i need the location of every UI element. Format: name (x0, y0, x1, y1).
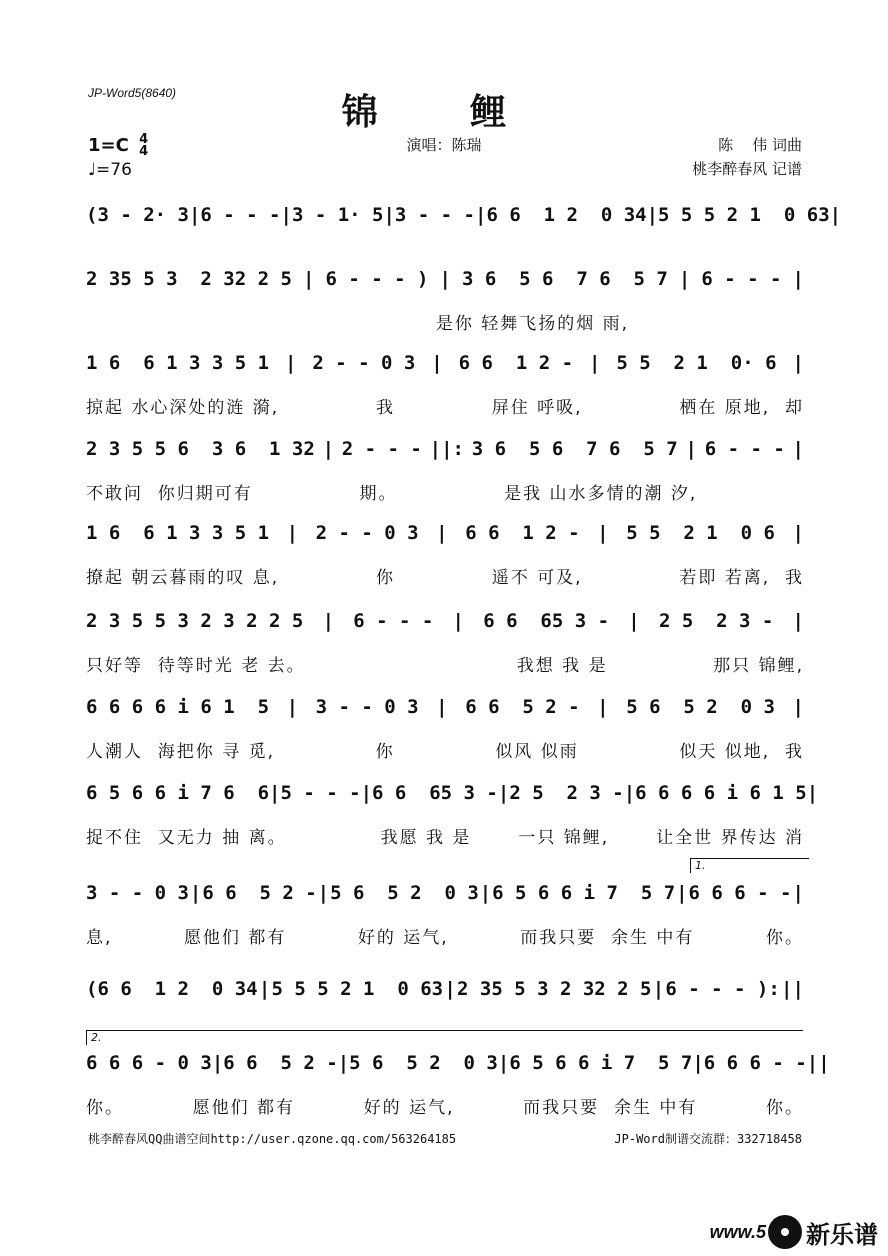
lyric-segment: 你 (376, 567, 395, 588)
lyric-segment: 我想 我 是 (516, 655, 608, 676)
barline: | (497, 782, 510, 804)
score-row (86, 776, 819, 848)
score-row (86, 690, 804, 760)
lyric-segment: 期。 (359, 483, 398, 504)
measure-notes: 6 - - - ) (325, 268, 429, 290)
lyric-segment: 掠起 水心深处的涟 漪, (86, 397, 280, 418)
measure-notes: 2 - - 0 3 (312, 352, 416, 374)
measure-notes: 3 6 5 6 7 6 5 7 (471, 438, 678, 460)
lyric-segment: 不敢问 你归期可有 (86, 483, 253, 504)
measure-notes: (3 - 2· 3 (86, 204, 189, 226)
lyric-segment: 是你 轻舞飞扬的烟 雨, (435, 313, 630, 334)
barline: | (685, 438, 697, 460)
notes-line (86, 690, 804, 724)
lyric-segment: 撩起 朝云暮雨的叹 息, (86, 567, 280, 588)
lyrics-line (86, 734, 804, 764)
song-title: 锦 鲤 (341, 91, 547, 133)
measure-notes: 5 6 5 2 0 3 (349, 1052, 498, 1074)
time-signature-bottom: 4 (139, 144, 149, 159)
lyric-segment: 只好等 待等时光 老 去。 (86, 655, 306, 676)
score-row (86, 604, 804, 674)
barline: | (646, 204, 659, 226)
lyric-segment: 你。 (86, 1097, 124, 1118)
measure-notes: 5 5 5 2 1 0 63 (271, 978, 444, 1000)
score-row (86, 262, 804, 332)
barline: | (588, 352, 601, 374)
lyric-segment: 息, (86, 927, 113, 948)
tempo-marking: ♩=76 (88, 160, 132, 180)
barline: | (597, 522, 609, 544)
lyric-segment: 我愿 我 是 (380, 827, 472, 848)
lyric-segment: 你。 (765, 927, 804, 948)
measure-notes: 6 - - - (701, 268, 782, 290)
measure-notes: 6 - - - ): (665, 978, 780, 1000)
barline: ||: (429, 438, 464, 460)
measure-notes: 2 5 2 3 - (658, 610, 774, 632)
barline: | (280, 204, 292, 226)
lyric-segment: 而我只要 余生 中有 (520, 927, 695, 948)
barline: | (792, 882, 804, 904)
time-signature-top: 4 (139, 132, 149, 147)
measure-notes: 6 6 6 - - (703, 1052, 807, 1074)
barline: | (792, 610, 804, 632)
measure-notes: (6 6 1 2 0 34 (86, 978, 258, 1000)
measure-notes: 6 6 6 6 i 6 1 5 (635, 782, 807, 804)
measure-notes: 2 - - - (341, 438, 422, 460)
notes-line (86, 262, 804, 296)
barline: | (188, 204, 201, 226)
barline: | (436, 522, 448, 544)
score-row (86, 346, 804, 416)
measure-notes: 6 6 1 2 - (458, 352, 574, 374)
notes-line (86, 432, 804, 466)
lyric-segment: 让全世 界传达 消 (656, 827, 804, 848)
composer-credit: 陈 伟 词曲 (718, 136, 802, 154)
measure-notes: 6 5 6 6 i 7 5 7 (509, 1052, 693, 1074)
measure-notes: 5 6 5 2 0 3 (330, 882, 479, 904)
measure-notes: 3 - - - (394, 204, 475, 226)
notes-line (86, 198, 842, 232)
notes-line (86, 776, 819, 810)
measure-notes: 2 35 5 3 2 32 2 5 (457, 978, 652, 1000)
lyric-segment: 若即 若离, 我 (679, 567, 804, 588)
logo-text: 新乐谱 (806, 1220, 878, 1249)
barline: || (806, 1052, 830, 1074)
measure-notes: 6 6 6 - 0 3 (86, 1052, 212, 1074)
measure-notes: 6 - - - (353, 610, 434, 632)
lyrics-line (86, 390, 804, 420)
barline: | (337, 1052, 350, 1074)
key-label: 1=C (88, 135, 129, 156)
transcriber-credit: 桃李醉春风 记谱 (692, 160, 802, 178)
lyric-segment: 那只 锦鲤, (713, 655, 804, 676)
measure-notes: 6 6 5 2 - (202, 882, 317, 904)
measure-notes: 6 6 1 2 0 34 (486, 204, 647, 226)
barline: | (444, 978, 456, 1000)
barline: | (322, 610, 335, 632)
footer-left-text: 桃李醉春风QQ曲谱空间http://user.qzone.qq.com/563264185 (88, 1132, 457, 1146)
barline: | (792, 352, 804, 374)
score-row (86, 198, 842, 268)
barline: | (678, 268, 691, 290)
measure-notes: 6 6 1 2 - (465, 522, 580, 544)
volta-second-ending: 2. (86, 1030, 803, 1045)
measure-notes: 6 6 65 3 - (372, 782, 498, 804)
measure-notes: 6 6 6 - - (688, 882, 792, 904)
measure-notes: 6 5 6 6 i 7 6 6 (86, 782, 270, 804)
barline: | (436, 696, 448, 718)
measure-notes: 2 35 5 3 2 32 2 5 (86, 268, 292, 290)
measure-notes: 5 5 2 1 0· 6 (616, 352, 777, 374)
lyrics-line (86, 306, 804, 336)
software-label: JP-Word5(8640) (88, 86, 177, 100)
score-row (86, 1046, 830, 1118)
measure-notes: 3 6 5 6 7 6 5 7 (461, 268, 668, 290)
measure-notes: 6 6 65 3 - (483, 610, 610, 632)
measure-notes: 3 - - 0 3 (315, 696, 419, 718)
barline: | (439, 268, 451, 290)
measure-notes: 2 - - 0 3 (315, 522, 419, 544)
measure-notes: 2 5 2 3 - (509, 782, 624, 804)
barline: | (211, 1052, 224, 1074)
measure-notes: 6 5 6 6 i 7 5 7 (492, 882, 676, 904)
time-signature (139, 134, 148, 158)
lyric-segment: 而我只要 余生 中有 (523, 1097, 698, 1118)
barline: | (383, 204, 395, 226)
lyric-segment: 遥不 可及, (491, 567, 583, 588)
barline: | (317, 882, 330, 904)
notes-line (86, 604, 804, 638)
lyric-segment: 人潮人 海把你 寻 觅, (86, 741, 276, 762)
measure-notes: 6 - - - (704, 438, 785, 460)
lyric-segment: 你。 (766, 1097, 804, 1118)
barline: | (497, 1052, 510, 1074)
lyric-segment: 愿他们 都有 (183, 927, 287, 948)
barline: | (189, 882, 202, 904)
barline: | (269, 782, 281, 804)
barline: | (676, 882, 688, 904)
measure-notes: 1 6 6 1 3 3 5 1 (86, 352, 270, 374)
lyrics-line (86, 560, 804, 590)
barline: | (692, 1052, 704, 1074)
barline: | (286, 522, 299, 544)
notes-line (86, 972, 804, 1006)
record-disc-icon (768, 1215, 802, 1249)
measure-notes: 2 3 5 5 3 2 3 2 2 5 (86, 610, 304, 632)
lyric-segment: 是我 山水多情的潮 汐, (504, 483, 698, 504)
lyrics-line (86, 920, 804, 950)
barline: | (360, 782, 373, 804)
barline: | (829, 204, 842, 226)
measure-notes: 3 - - 0 3 (86, 882, 189, 904)
measure-notes: 5 5 5 2 1 0 63 (658, 204, 830, 226)
measure-notes: 6 - - - (200, 204, 281, 226)
barline: | (806, 782, 819, 804)
barline: | (628, 610, 640, 632)
key-signature (88, 134, 148, 158)
barline: | (431, 352, 443, 374)
site-logo (710, 1212, 878, 1252)
logo-url: www.5 (709, 1221, 766, 1242)
barline: | (286, 696, 299, 718)
measure-notes: 3 - 1· 5 (291, 204, 384, 226)
singer-label: 演唱：陈瑞 (406, 136, 482, 154)
measure-notes: 5 5 2 1 0 6 (626, 522, 775, 544)
barline: | (302, 268, 315, 290)
score-row (86, 876, 804, 946)
barline: | (479, 882, 492, 904)
measure-notes: 5 6 5 2 0 3 (626, 696, 775, 718)
lyrics-line (86, 476, 804, 506)
notes-line (86, 346, 804, 380)
lyric-segment: 似天 似地, 我 (679, 741, 804, 762)
barline: | (474, 204, 487, 226)
barline: | (792, 268, 804, 290)
lyric-segment: 我 (376, 397, 395, 418)
lyrics-line (86, 648, 804, 678)
lyrics-line (86, 1090, 804, 1120)
barline: | (623, 782, 636, 804)
barline: | (792, 522, 804, 544)
measure-notes: 6 6 5 2 - (223, 1052, 338, 1074)
measure-notes: 2 3 5 5 6 3 6 1 32 (86, 438, 315, 460)
notes-line (86, 1046, 830, 1080)
barline: | (792, 696, 804, 718)
lyric-segment: 好的 运气, (363, 1097, 455, 1118)
barline: | (652, 978, 665, 1000)
score-row (86, 516, 804, 586)
barline: | (322, 438, 335, 460)
lyric-segment: 愿他们 都有 (192, 1097, 296, 1118)
lyric-segment: 捉不住 又无力 抽 离。 (86, 827, 287, 848)
barline: || (781, 978, 804, 1000)
footer-right-text: JP-Word制谱交流群：332718458 (614, 1132, 802, 1146)
notes-line (86, 876, 804, 910)
lyric-segment: 似风 似雨 (495, 741, 579, 762)
measure-notes: 6 6 5 2 - (465, 696, 580, 718)
measure-notes: 1 6 6 1 3 3 5 1 (86, 522, 270, 544)
barline: | (792, 438, 804, 460)
lyric-segment: 好的 运气, (357, 927, 449, 948)
lyric-segment: 你 (375, 741, 395, 762)
score-row (86, 432, 804, 502)
barline: | (284, 352, 297, 374)
lyrics-line (86, 820, 804, 850)
lyric-segment: 栖在 原地, 却 (679, 397, 804, 418)
lyric-segment: 屏住 呼吸, (491, 397, 583, 418)
barline: | (258, 978, 271, 1000)
measure-notes: 6 6 6 6 i 6 1 5 (86, 696, 270, 718)
notes-line (86, 516, 804, 550)
barline: | (452, 610, 464, 632)
lyric-segment: 一只 锦鲤, (518, 827, 610, 848)
barline: | (597, 696, 609, 718)
volta-first-ending: 1. (690, 858, 809, 873)
measure-notes: 5 - - - (280, 782, 361, 804)
